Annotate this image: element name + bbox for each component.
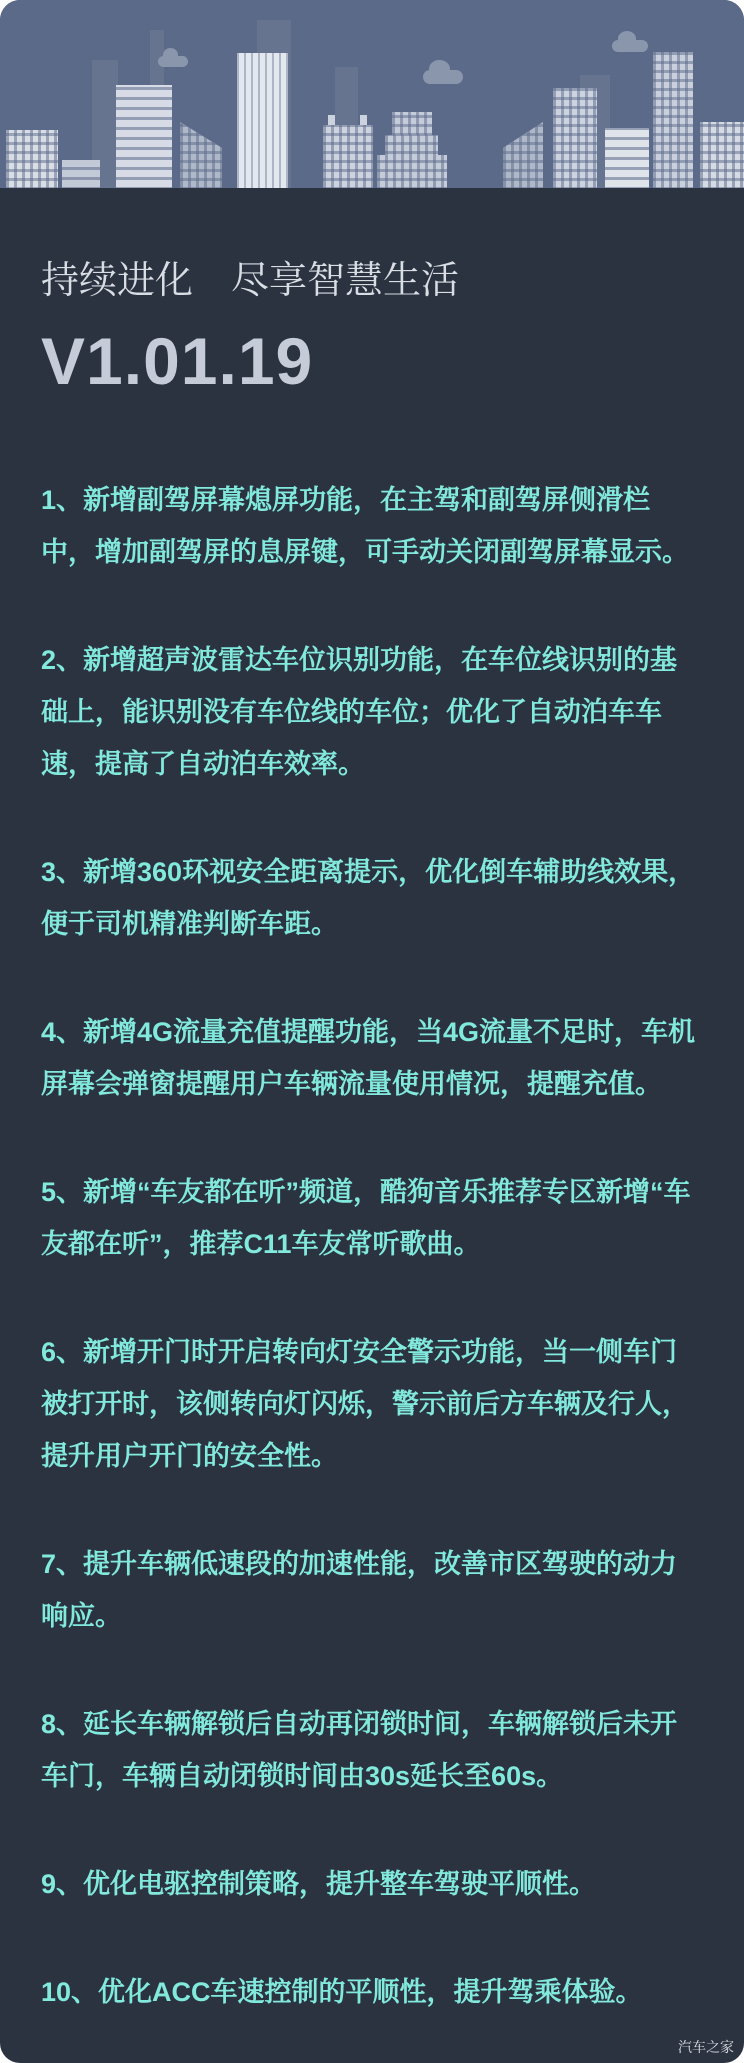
building xyxy=(503,122,543,190)
ground-strip xyxy=(0,188,744,200)
building xyxy=(553,88,597,190)
update-item: 5、新增“车友都在听”频道，酷狗音乐推荐专区新增“车友都在听”，推荐C11车友常听歌曲。 xyxy=(41,1177,691,1259)
release-notes-content xyxy=(0,258,744,2018)
update-item: 2、新增超声波雷达车位识别功能，在车位线识别的基础上，能识别没有车位线的车位；优化了自动泊车车速，提高了自动泊车效率。 xyxy=(41,645,678,779)
update-item: 10、优化ACC车速控制的平顺性，提升驾乘体验。 xyxy=(41,1977,643,2007)
page-title: 持续进化 尽享智慧生活 xyxy=(41,260,460,302)
building xyxy=(237,53,288,190)
building xyxy=(62,160,100,190)
building xyxy=(377,155,447,190)
update-item: 3、新增360环视安全距离提示，优化倒车辅助线效果，便于司机精准判断车距。 xyxy=(41,857,696,939)
building xyxy=(323,125,373,190)
building xyxy=(116,85,172,190)
version-number: V1.01.19 xyxy=(41,324,314,398)
update-item: 6、新增开门时开启转向灯安全警示功能，当一侧车门被打开时，该侧转向灯闪烁，警示前后方车辆及行人，提升用户开门的安全性。 xyxy=(41,1337,689,1471)
update-item: 4、新增4G流量充值提醒功能，当4G流量不足时，车机屏幕会弹窗提醒用户车辆流量使用情况，提醒充值。 xyxy=(41,1017,696,1099)
update-item: 9、优化电驱控制策略，提升整车驾驶平顺性。 xyxy=(41,1869,597,1899)
watermark: 汽车之家 xyxy=(678,2039,734,2055)
cloud-shape xyxy=(612,40,648,52)
building xyxy=(700,122,744,190)
building xyxy=(653,52,693,190)
cloud-shape xyxy=(158,56,188,67)
building xyxy=(6,130,58,190)
update-item: 7、提升车辆低速段的加速性能，改善市区驾驶的动力响应。 xyxy=(41,1549,678,1631)
update-item-list xyxy=(41,474,703,2018)
update-item: 1、新增副驾屏幕熄屏功能，在主驾和副驾屏侧滑栏中，增加副驾屏的息屏键，可手动关闭副驾屏幕显示。 xyxy=(41,485,689,567)
city-skyline-illustration xyxy=(0,0,744,200)
update-item: 8、延长车辆解锁后自动再闭锁时间，车辆解锁后未开车门，车辆自动闭锁时间由30s延长至60s。 xyxy=(41,1709,678,1791)
building xyxy=(180,122,222,190)
building xyxy=(605,128,649,190)
cloud-shape xyxy=(423,70,463,84)
